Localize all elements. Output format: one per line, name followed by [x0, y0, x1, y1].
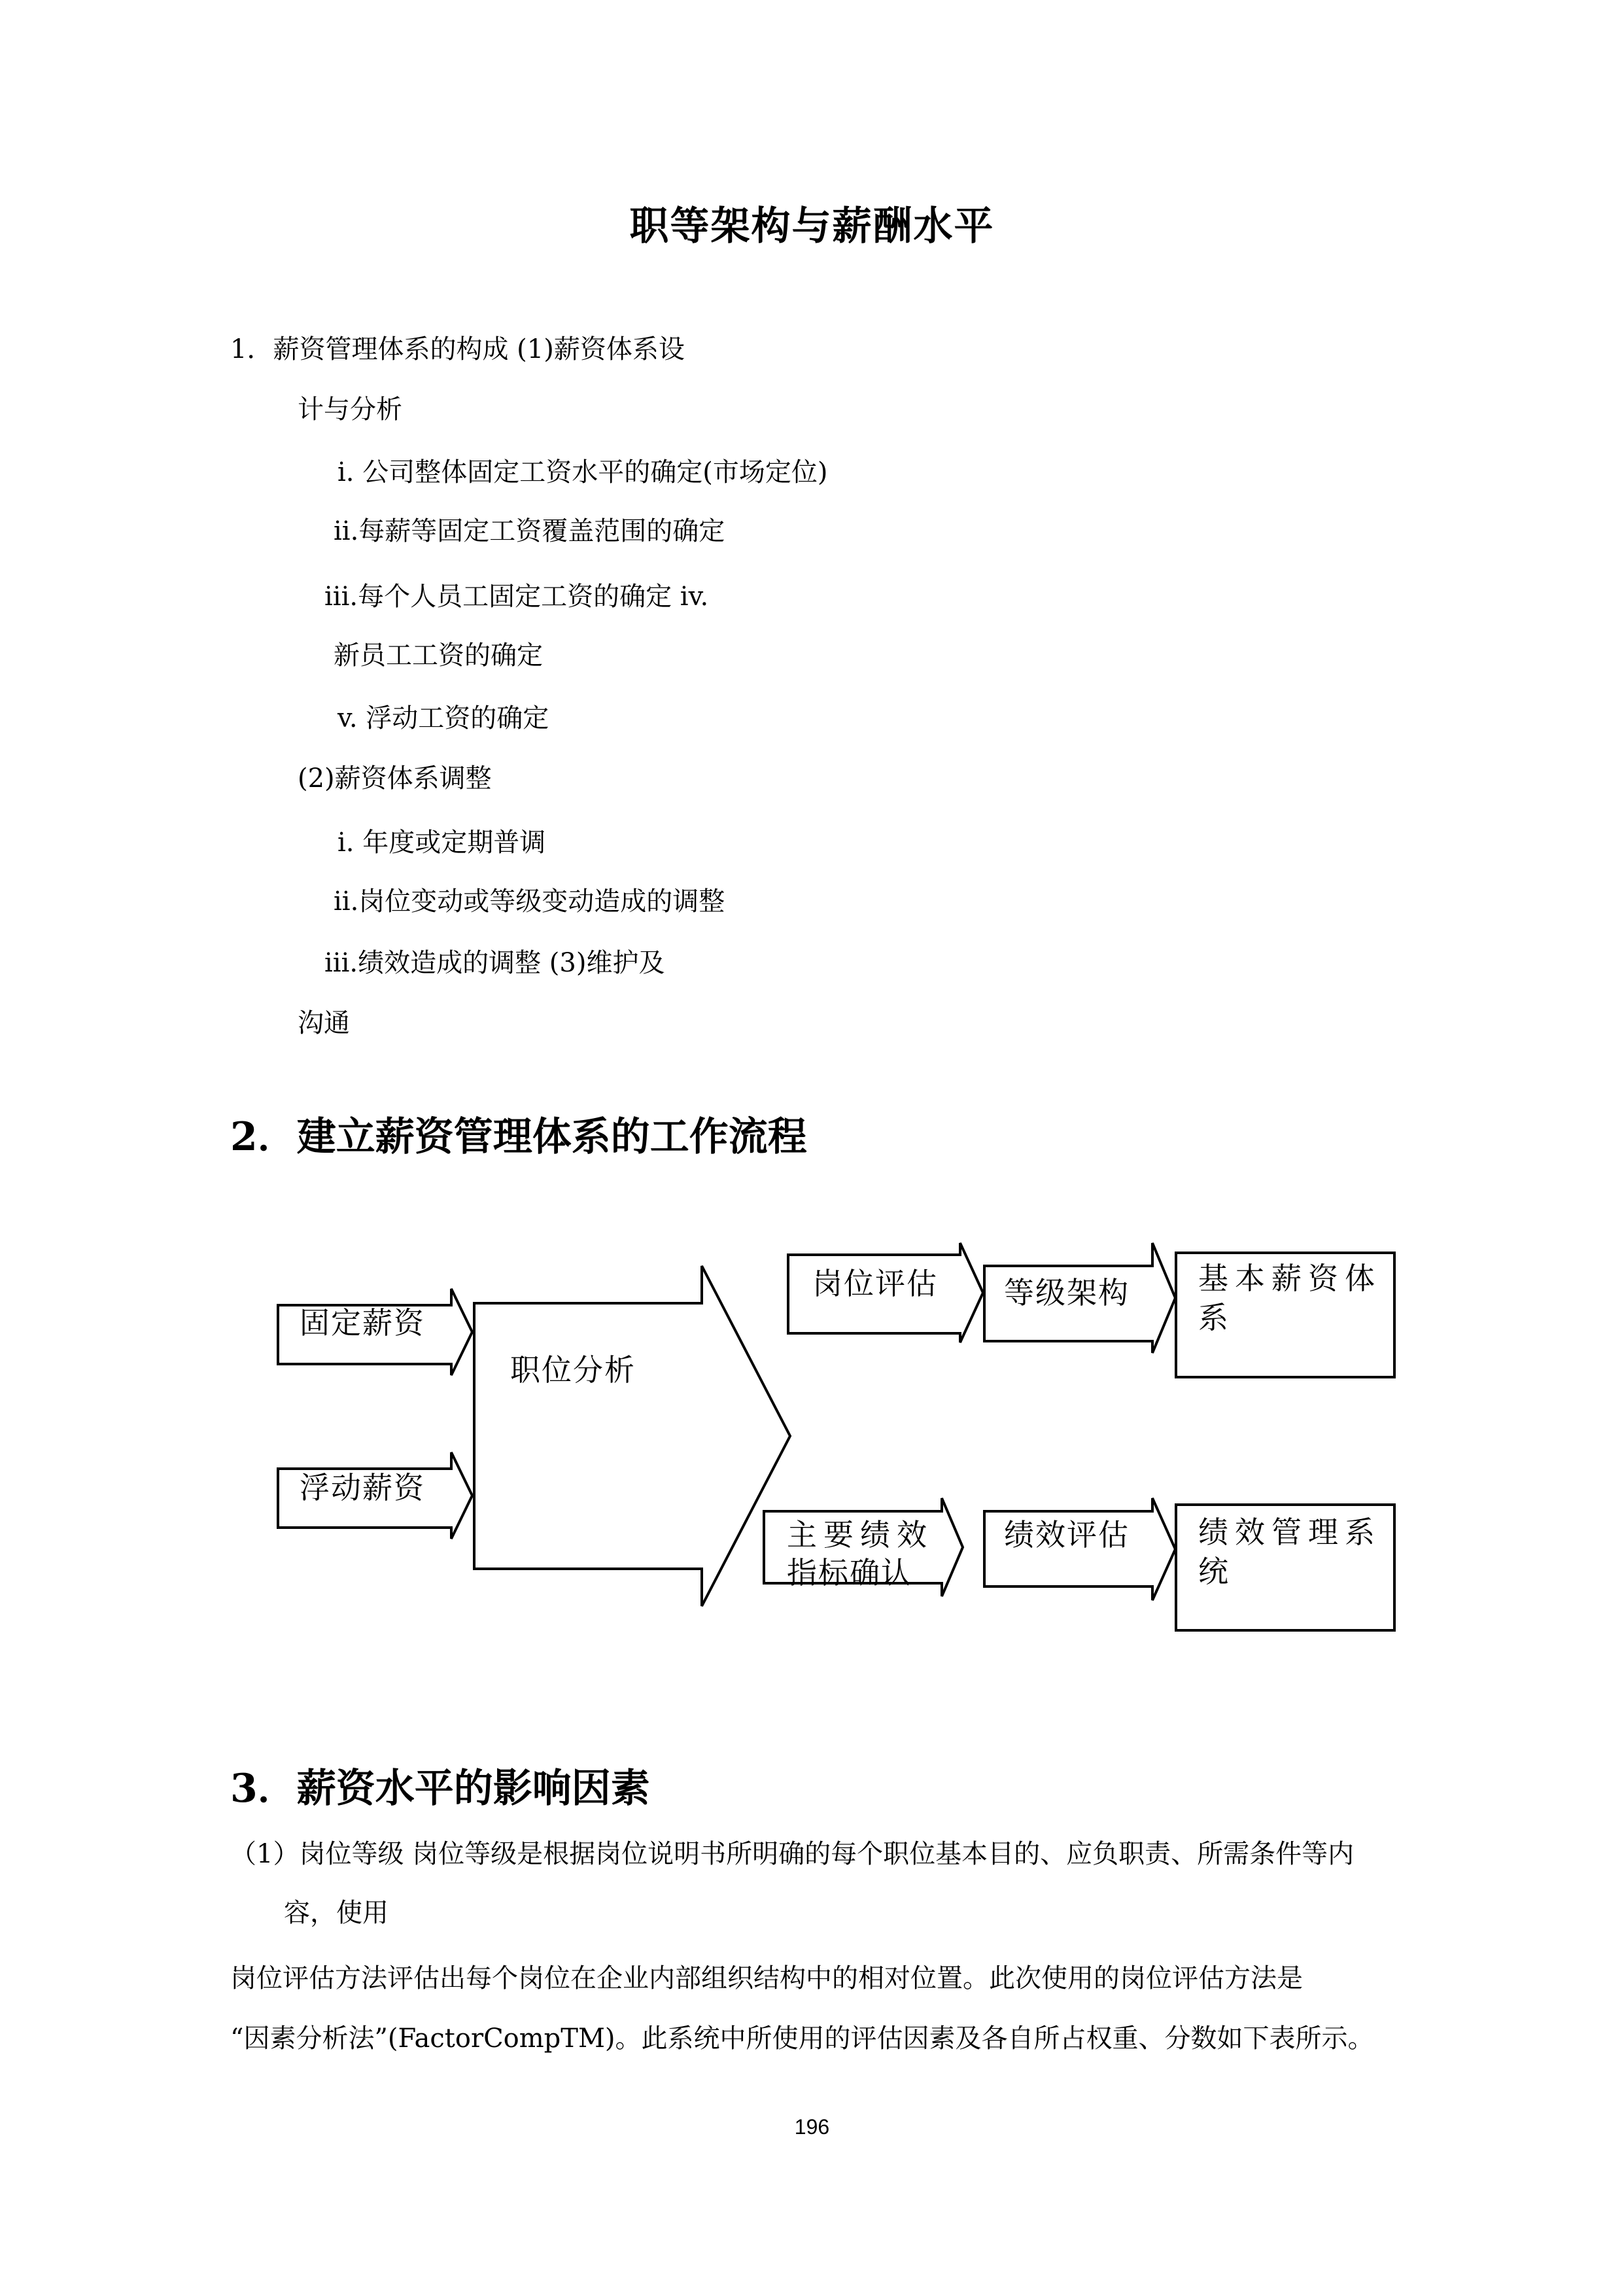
basic-pay-label-1: 基本薪资体: [1198, 1261, 1381, 1296]
list-item: iii.绩效造成的调整 (3)维护及: [324, 948, 665, 978]
paragraph-line: （1）岗位等级 岗位等级是根据岗位说明书所明确的每个职位基本目的、应负职责、所需条件等内: [230, 1839, 1355, 1869]
perf-mgmt-label-1: 绩效管理系: [1198, 1515, 1381, 1550]
section1-line: 计与分析: [298, 394, 402, 425]
variable-pay-label: 浮动薪资: [300, 1470, 425, 1505]
list-item: i. 年度或定期普调: [337, 828, 546, 858]
paragraph-line: 岗位评估方法评估出每个岗位在企业内部组织结构中的相对位置。此次使用的岗位评估方法是: [230, 1963, 1303, 1993]
list-item: 沟通: [298, 1008, 350, 1038]
subsection-heading: (2)薪资体系调整: [298, 763, 492, 794]
kpi-label-1: 主要绩效: [787, 1517, 933, 1552]
section1-line: 1．薪资管理体系的构成 (1)薪资体系设: [230, 334, 685, 364]
page-title: 职等架构与薪酬水平: [629, 203, 995, 249]
list-item: ii.岗位变动或等级变动造成的调整: [334, 886, 725, 917]
section-heading: 2．建立薪资管理体系的工作流程: [230, 1114, 807, 1160]
kpi-label-2: 指标确认: [787, 1555, 912, 1590]
paragraph-line: “因素分析法”(FactorCompTM)。此系统中所使用的评估因素及各自所占权重、分数如下表所示。: [230, 2023, 1374, 2054]
list-item: ii.每薪等固定工资覆盖范围的确定: [334, 516, 725, 546]
fixed-pay-label: 固定薪资: [300, 1305, 425, 1340]
job-evaluation-label: 岗位评估: [812, 1266, 938, 1301]
list-item: v. 浮动工资的确定: [337, 703, 549, 733]
list-item: i. 公司整体固定工资水平的确定(市场定位): [337, 457, 828, 487]
basic-pay-label-2: 系: [1198, 1300, 1230, 1335]
job-analysis-arrow: [474, 1266, 790, 1606]
performance-eval-label: 绩效评估: [1004, 1517, 1130, 1552]
grade-structure-label: 等级架构: [1004, 1275, 1130, 1310]
list-item: iii.每个人员工固定工资的确定 iv.: [324, 582, 709, 612]
page-number: 196: [794, 2115, 830, 2139]
section-heading: 3．薪资水平的影响因素: [230, 1766, 650, 1812]
list-item: 新员工工资的确定: [334, 640, 543, 671]
perf-mgmt-label-2: 统: [1198, 1554, 1230, 1589]
job-analysis-label: 职位分析: [510, 1352, 636, 1388]
paragraph-line: 容，使用: [284, 1898, 389, 1928]
